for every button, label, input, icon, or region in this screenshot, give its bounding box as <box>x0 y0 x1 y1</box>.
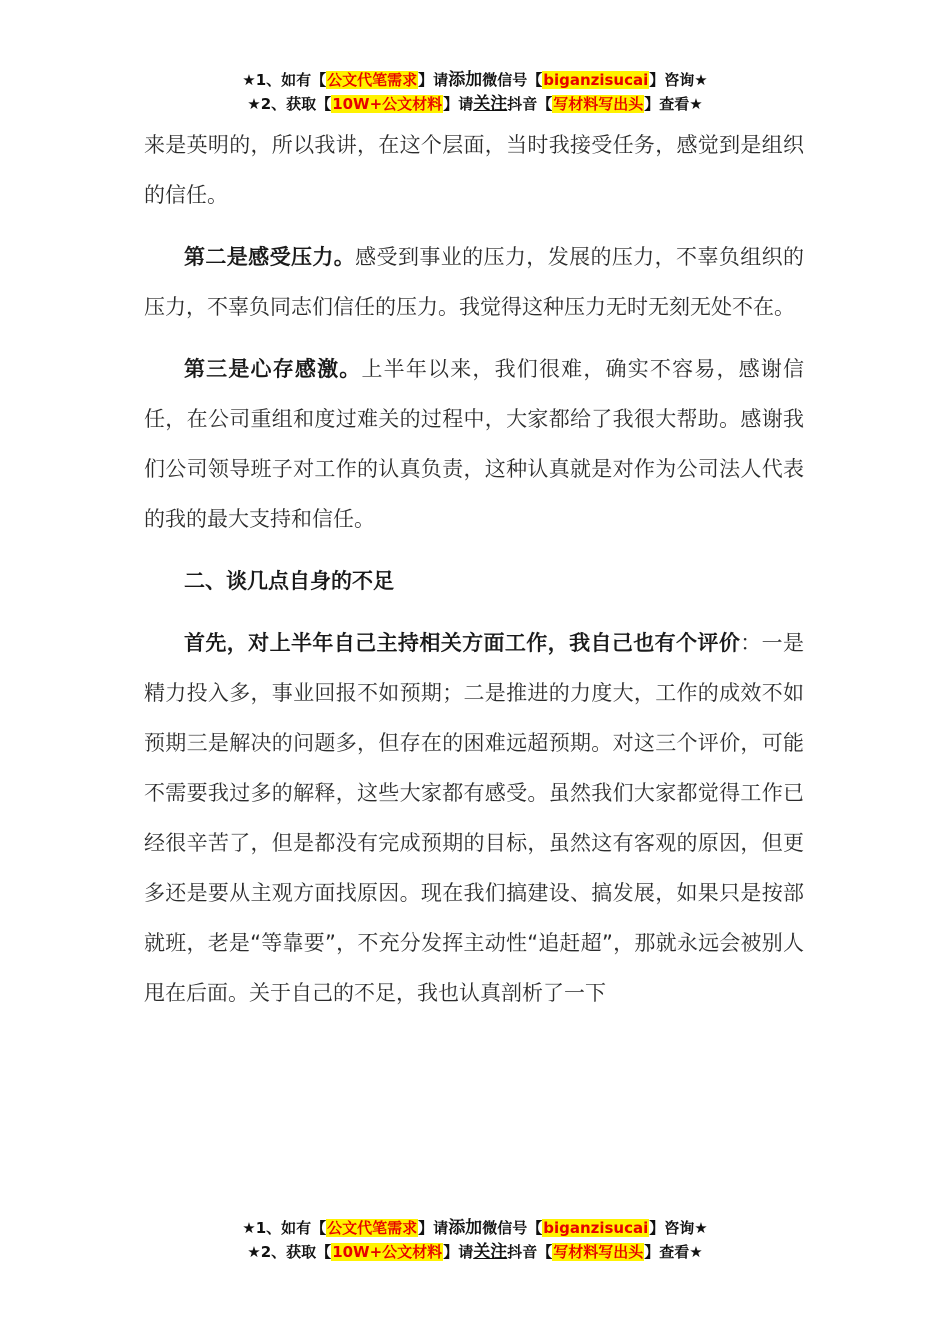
banner-text: 】查看 <box>644 1243 690 1261</box>
banner-text: 】请 <box>418 71 449 89</box>
star-icon: ★ <box>689 1243 703 1261</box>
banner-text: 1、如有【 <box>255 71 327 89</box>
highlight-wechat-id: biganzisucai <box>543 71 649 89</box>
paragraph-lead: 首先，对上半年自己主持相关方面工作，我自己也有个评价 <box>184 631 741 655</box>
banner-emphasis: 关注 <box>473 1242 508 1262</box>
highlight-douyin-id: 写材料写出头 <box>553 1243 644 1261</box>
banner-line-1 <box>0 68 950 92</box>
banner-text: 】咨询 <box>649 71 695 89</box>
banner-text: 抖音【 <box>507 95 553 113</box>
star-icon: ★ <box>242 71 256 89</box>
highlight-wechat-id: biganzisucai <box>543 1219 649 1237</box>
document-body <box>144 120 804 1030</box>
banner-text: 】请 <box>418 1219 449 1237</box>
banner-line-1 <box>0 1216 950 1240</box>
paragraph-lead: 第二是感受压力。 <box>184 245 356 269</box>
highlight-service: 公文代笔需求 <box>327 71 418 89</box>
banner-text: 微信号【 <box>482 1219 543 1237</box>
banner-text: 2、获取【 <box>260 1243 332 1261</box>
star-icon: ★ <box>689 95 703 113</box>
star-icon: ★ <box>247 95 261 113</box>
header-banner <box>0 68 950 116</box>
banner-line-2 <box>0 1240 950 1264</box>
banner-emphasis: 添加 <box>448 70 483 90</box>
paragraph <box>144 618 804 1018</box>
banner-text: 微信号【 <box>482 71 543 89</box>
banner-text: 1、如有【 <box>255 1219 327 1237</box>
banner-emphasis: 添加 <box>448 1218 483 1238</box>
banner-text: 2、获取【 <box>260 95 332 113</box>
paragraph-text: 上半年以来，我们很难，确实不容易，感谢信任，在公司重组和度过难关的过程中，大家都给了我很大帮助。感谢我们公司领导班子对工作的认真负责，这种认真就是对作为公司法人代表的我的最大支持和信任。 <box>144 357 805 531</box>
highlight-materials: 10W+公文材料 <box>332 95 443 113</box>
banner-text: 抖音【 <box>507 1243 553 1261</box>
paragraph-text: ：一是精力投入多，事业回报不如预期；二是推进的力度大，工作的成效不如预期三是解决的问题多，但存在的困难远超预期。对这三个评价，可能不需要我过多的解释，这些大家都有感受。虽然我们大家都觉得工作已经很辛苦了，但是都没有完成预期的目标，虽然这有客观的原因，但更多还是要从主观方面找原因。现在我们搞建设、搞发展，如果只是按部就班，老是“等靠要”，不充分发挥主动性“追赶超”，那就永远会被别人甩在后面。关于自己的不足，我也认真剖析了一下 <box>144 631 805 1005</box>
banner-text: 】查看 <box>644 95 690 113</box>
banner-text: 】请 <box>443 1243 474 1261</box>
banner-emphasis: 关注 <box>473 94 508 114</box>
footer-banner <box>0 1216 950 1264</box>
banner-line-2 <box>0 92 950 116</box>
banner-text: 】请 <box>443 95 474 113</box>
paragraph-lead: 第三是心存感激。 <box>184 357 362 381</box>
highlight-douyin-id: 写材料写出头 <box>553 95 644 113</box>
paragraph <box>144 232 804 332</box>
paragraph <box>144 344 804 544</box>
paragraph: 来是英明的，所以我讲，在这个层面，当时我接受任务，感觉到是组织的信任。 <box>144 133 804 207</box>
section-heading: 二、谈几点自身的不足 <box>184 569 394 593</box>
star-icon: ★ <box>247 1243 261 1261</box>
paragraph-text: 感受到事业的压力，发展的压力，不辜负组织的压力，不辜负同志们信任的压力。我觉得这种压力无时无刻无处不在。 <box>144 245 805 319</box>
banner-text: 】咨询 <box>649 1219 695 1237</box>
highlight-service: 公文代笔需求 <box>327 1219 418 1237</box>
star-icon: ★ <box>694 1219 708 1237</box>
star-icon: ★ <box>694 71 708 89</box>
highlight-materials: 10W+公文材料 <box>332 1243 443 1261</box>
star-icon: ★ <box>242 1219 256 1237</box>
